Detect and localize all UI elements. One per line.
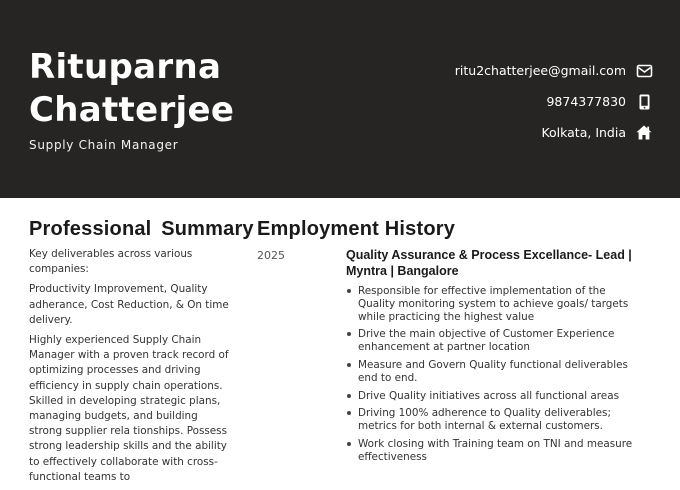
responsibility-item: Work closing with Training team on TNI and measure effectiveness: [346, 438, 636, 464]
responsibility-item: Responsible for effective implementation of the Quality monitoring system to achieve goals/ targets while practicing the highest value: [346, 285, 636, 323]
job-details: [346, 247, 636, 464]
employment-history-heading: Employment History: [257, 218, 456, 240]
phone-icon: [636, 94, 652, 110]
summary-paragraph: Productivity Improvement, Quality adherance, Cost Reduction, & On time delivery.: [29, 283, 229, 326]
candidate-first-name: Rituparna: [29, 47, 222, 87]
home-icon: [636, 125, 652, 141]
job-entry: [257, 247, 657, 464]
responsibility-item: Measure and Govern Quality functional deliverables end to end.: [346, 359, 636, 385]
responsibility-item: Driving 100% adherence to Quality deliverables; metrics for both internal & external customers.: [346, 407, 636, 433]
professional-summary-section: [29, 217, 254, 490]
email-text[interactable]: ritu2chatterjee@gmail.com: [454, 63, 626, 78]
responsibility-item: Drive Quality initiatives across all functional areas: [346, 390, 636, 403]
employment-history-section: [257, 217, 657, 469]
professional-summary-heading: Professional Summary: [29, 218, 254, 240]
location-text: Kolkata, India: [541, 125, 626, 140]
responsibility-item: Drive the main objective of Customer Experience enhancement at partner location: [346, 328, 636, 354]
envelope-icon: [636, 63, 652, 79]
resume-header: [0, 0, 680, 198]
phone-text[interactable]: 9874377830: [546, 94, 626, 109]
summary-paragraph: Highly experienced Supply Chain Manager with a proven track record of optimizing processes and driving efficiency in supply chain operations. Skilled in developing strategic plans, managing budgets, and building strong supplier rela tionships. Possess strong leadership skills and the ability to effectively collaborate with cross-functional teams to: [29, 334, 229, 483]
contact-email[interactable]: [352, 62, 652, 79]
candidate-name: [29, 46, 269, 132]
candidate-last-name: Chatterjee: [29, 90, 235, 130]
contact-location: [352, 124, 652, 141]
job-role-title: Quality Assurance & Process Excellance- Lead | Myntra | Bangalore: [346, 248, 632, 278]
contact-list: [352, 62, 652, 155]
summary-paragraph: Key deliverables across various companies:: [29, 248, 193, 276]
job-responsibilities: [346, 285, 636, 464]
candidate-job-title: Supply Chain Manager: [29, 138, 179, 152]
contact-phone[interactable]: [352, 93, 652, 110]
job-year: 2025: [257, 249, 285, 262]
